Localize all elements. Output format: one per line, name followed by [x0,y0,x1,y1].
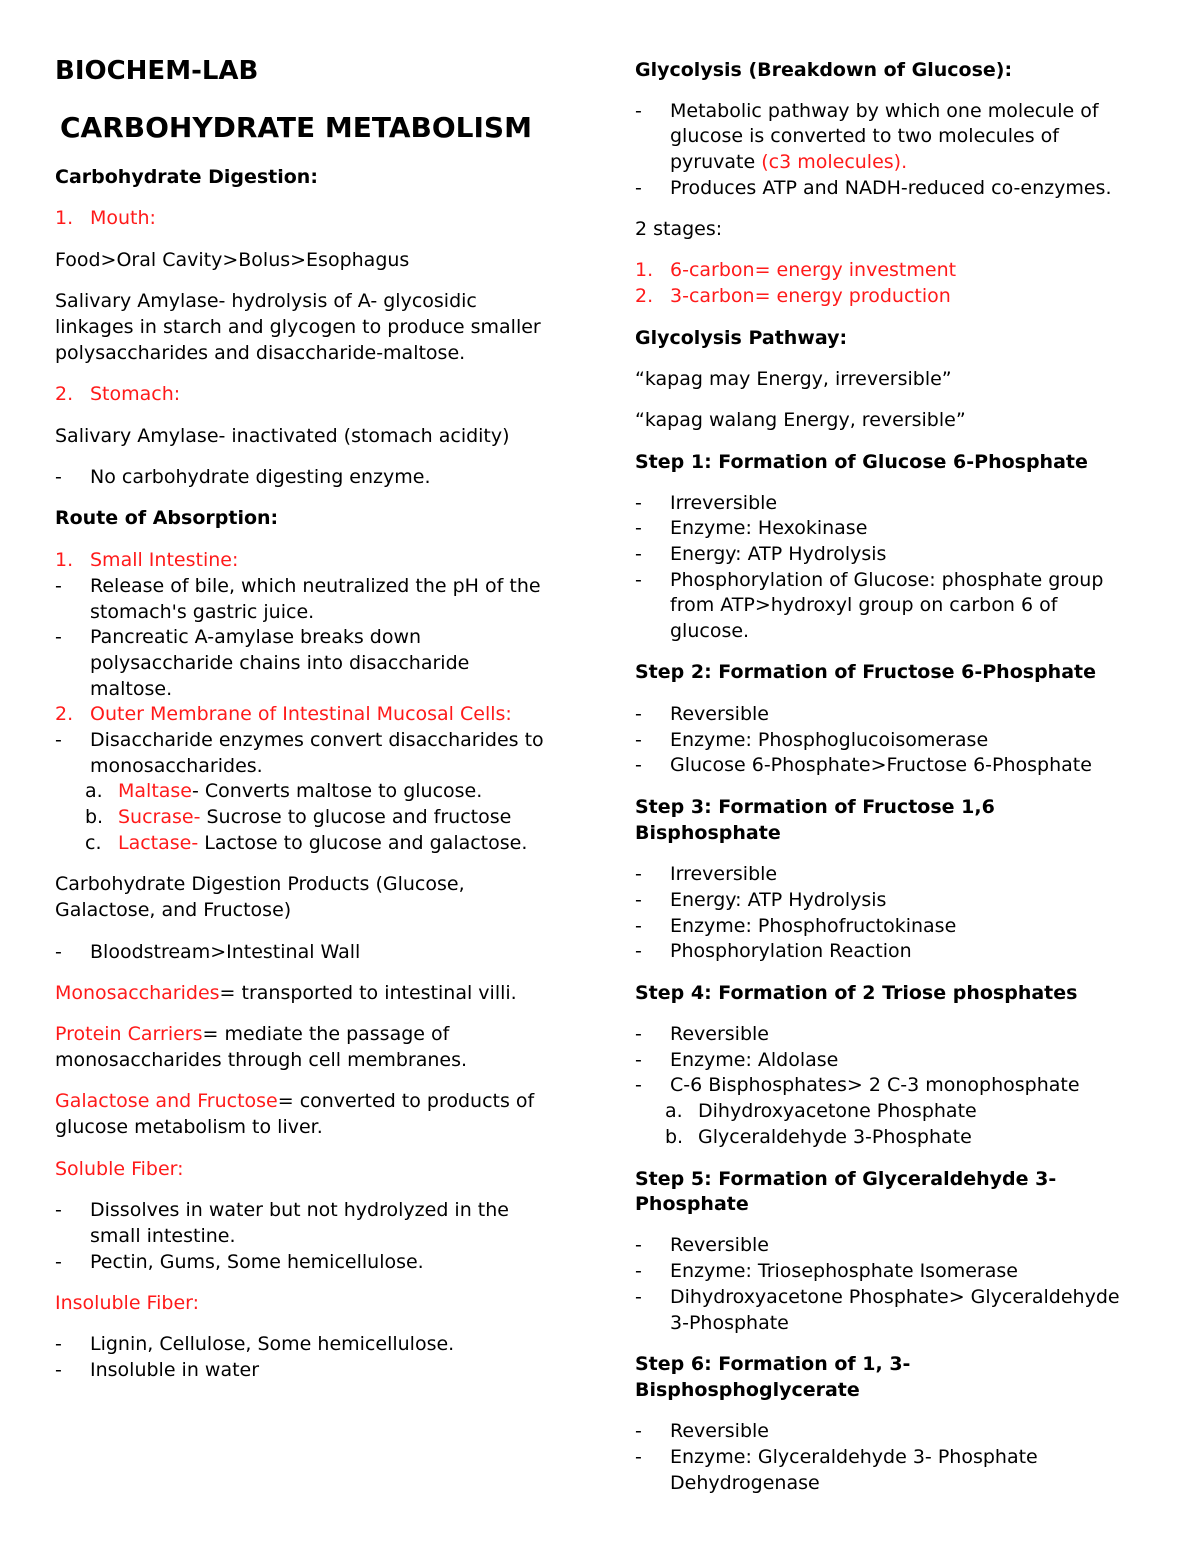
sub-text: Glyceraldehyde 3-Phosphate [698,1126,972,1148]
outer-membrane-label: Outer Membrane of Intestinal Mucosal Cells: [90,703,512,725]
bullet-dash: - [635,1234,642,1256]
galfru-label: Galactose and Fructose [55,1090,278,1112]
step5-heading-cont: Phosphate [635,1193,749,1215]
soluble-heading: Soluble Fiber: [55,1158,184,1180]
bullet-dash: - [635,729,642,751]
list-number: 1. [55,207,74,229]
bullet-text: Insoluble in water [90,1359,260,1381]
sub-letter: a. [665,1100,683,1122]
bullet-text: from ATP>hydroxyl group on carbon 6 of [670,594,1058,616]
bullet-text: Enzyme: Triosephosphate Isomerase [670,1260,1018,1282]
bullet-dash: - [635,940,642,962]
bullet-text: Energy: ATP Hydrolysis [670,543,887,565]
bullet-text: Produces ATP and NADH-reduced co-enzymes. [670,177,1112,199]
bullet-text: Release of bile, which neutralized the pH of the [90,575,541,597]
bullet-dash: - [635,517,642,539]
galfru-line2: glucose metabolism to liver. [55,1116,323,1138]
list-number: 2. [55,383,74,405]
bullet-text: C-6 Bisphosphates> 2 C-3 monophosphate [670,1074,1080,1096]
bullet-dash: - [635,543,642,565]
bullet-dash: - [635,754,642,776]
list-number: 1. [635,259,654,281]
bullet-text: Enzyme: Phosphofructokinase [670,915,957,937]
quote-line: “kapag walang Energy, reversible” [635,409,966,431]
products-line: Galactose, and Fructose) [55,899,292,921]
bullet-dash: - [635,1420,642,1442]
bullet-text: small intestine. [90,1225,236,1247]
bullet-dash: - [55,1251,62,1273]
doc-title: BIOCHEM-LAB [55,56,259,86]
step4-heading: Step 4: Formation of 2 Triose phosphates [635,982,1078,1004]
doc-subtitle: CARBOHYDRATE METABOLISM [60,111,532,144]
bullet-text: Energy: ATP Hydrolysis [670,889,887,911]
bullet-dash: - [55,1359,62,1381]
bullet-text: Phosphorylation Reaction [670,940,912,962]
bullet-text: Enzyme: Hexokinase [670,517,868,539]
stage-text: 3-carbon= energy production [670,285,951,307]
galfru-text: = converted to products of [277,1090,535,1112]
step2-heading: Step 2: Formation of Fructose 6-Phosphate [635,661,1096,683]
maltase-label: Maltase [118,780,192,802]
salivary-line: Salivary Amylase- hydrolysis of A- glycosidic [55,290,477,312]
bullet-dash: - [635,1023,642,1045]
bullet-dash: - [55,1199,62,1221]
bullet-dash: - [635,915,642,937]
bullet-text: glucose is converted to two molecules of [670,125,1059,147]
bullet-dash: - [635,1074,642,1096]
bullet-text: polysaccharide chains into disaccharide [90,652,470,674]
bullet-text: Pectin, Gums, Some hemicellulose. [90,1251,424,1273]
lactase-text: Lactose to glucose and galactose. [198,832,528,854]
bullet-text: Irreversible [670,863,778,885]
mouth-label: Mouth: [90,207,156,229]
stages-label: 2 stages: [635,218,723,240]
food-path: Food>Oral Cavity>Bolus>Esophagus [55,249,410,271]
bullet-dash: - [635,863,642,885]
bullet-dash: - [55,1333,62,1355]
quote-line: “kapag may Energy, irreversible” [635,368,952,390]
bullet-text: Glucose 6-Phosphate>Fructose 6-Phosphate [670,754,1092,776]
insoluble-heading: Insoluble Fiber: [55,1292,200,1314]
protein-line2: monosaccharides through cell membranes. [55,1049,468,1071]
bullet-dash: - [635,1049,642,1071]
list-number: 2. [635,285,654,307]
bullet-text: Reversible [670,1023,769,1045]
sub-letter: b. [665,1126,684,1148]
bullet-dash: - [635,1286,642,1308]
mono-line [55,980,575,1006]
bullet-dash: - [635,703,642,725]
bullet-text: pyruvate [670,151,762,173]
sucrase-label: Sucrase- [118,806,201,828]
bullet-dash: - [635,100,642,122]
maltase-text: - Converts maltose to glucose. [192,780,483,802]
step6-heading: Step 6: Formation of 1, 3- [635,1353,911,1375]
protein-text: = mediate the passage of [202,1023,450,1045]
protein-line [55,1021,575,1047]
step1-heading: Step 1: Formation of Glucose 6-Phosphate [635,451,1088,473]
bullet-text: Dissolves in water but not hydrolyzed in the [90,1199,509,1221]
sub-letter: a. [85,780,103,802]
bullet-dash: - [635,889,642,911]
bullet-dash: - [55,575,62,597]
bullet-text: Irreversible [670,492,778,514]
products-line: Carbohydrate Digestion Products (Glucose, [55,873,465,895]
bullet-dash: - [635,177,642,199]
bullet-text: Bloodstream>Intestinal Wall [90,941,361,963]
bullet-text: 3-Phosphate [670,1312,789,1334]
list-number: 2. [55,703,74,725]
list-number: 1. [55,549,74,571]
step6-heading-cont: Bisphosphoglycerate [635,1379,860,1401]
bullet-text: Metabolic pathway by which one molecule of [670,100,1099,122]
bullet-text: maltose. [90,678,173,700]
bullet-text: Reversible [670,703,769,725]
bullet-text: stomach's gastric juice. [90,601,315,623]
bullet-text: Phosphorylation of Glucose: phosphate group [670,569,1104,591]
bullet-text: Enzyme: Aldolase [670,1049,839,1071]
pathway-heading: Glycolysis Pathway: [635,327,848,349]
glycolysis-heading: Glycolysis (Breakdown of Glucose): [635,59,1013,81]
salivary-inactivated: Salivary Amylase- inactivated (stomach acidity) [55,425,510,447]
sub-letter: b. [85,806,104,828]
bullet-dash: - [55,466,62,488]
bullet-dash: - [635,1446,642,1468]
bullet-text: Reversible [670,1234,769,1256]
stage-text: 6-carbon= energy investment [670,259,957,281]
galfru-line [55,1088,575,1114]
bullet-text: Disaccharide enzymes convert disaccharides to [90,729,544,751]
bullet-text: Enzyme: Phosphoglucoisomerase [670,729,989,751]
bullet-text: Dehydrogenase [670,1472,820,1494]
step5-heading: Step 5: Formation of Glyceraldehyde 3- [635,1168,1057,1190]
bullet-text: Enzyme: Glyceraldehyde 3- Phosphate [670,1446,1038,1468]
bullet-text: Lignin, Cellulose, Some hemicellulose. [90,1333,455,1355]
bullet-dash: - [635,569,642,591]
bullet-dash: - [55,729,62,751]
digestion-heading: Carbohydrate Digestion: [55,166,318,188]
c3-note: (c3 molecules). [761,151,908,173]
bullet-text: Dihydroxyacetone Phosphate> Glyceraldehyde [670,1286,1120,1308]
bullet-text: No carbohydrate digesting enzyme. [90,466,431,488]
salivary-line: polysaccharides and disaccharide-maltose. [55,342,466,364]
salivary-line: linkages in starch and glycogen to produce smaller [55,316,541,338]
sucrase-text: Sucrose to glucose and fructose [200,806,512,828]
sub-text: Dihydroxyacetone Phosphate [698,1100,977,1122]
bullet-dash: - [55,626,62,648]
bullet-text: Reversible [670,1420,769,1442]
bullet-dash: - [55,941,62,963]
small-intestine-label: Small Intestine: [90,549,239,571]
stomach-label: Stomach: [90,383,181,405]
bullet-text: Pancreatic A-amylase breaks down [90,626,422,648]
bullet-dash: - [635,492,642,514]
sub-letter: c. [85,832,102,854]
bullet-text: monosaccharides. [90,755,263,777]
lactase-label: Lactase- [118,832,199,854]
bullet-text: glucose. [670,620,750,642]
bullet-dash: - [635,1260,642,1282]
mono-label: Monosaccharides [55,982,220,1004]
protein-label: Protein Carriers [55,1023,203,1045]
step3-heading-cont: Bisphosphate [635,822,781,844]
step3-heading: Step 3: Formation of Fructose 1,6 [635,796,995,818]
route-heading: Route of Absorption: [55,507,279,529]
mono-text: = transported to intestinal villi. [219,982,517,1004]
